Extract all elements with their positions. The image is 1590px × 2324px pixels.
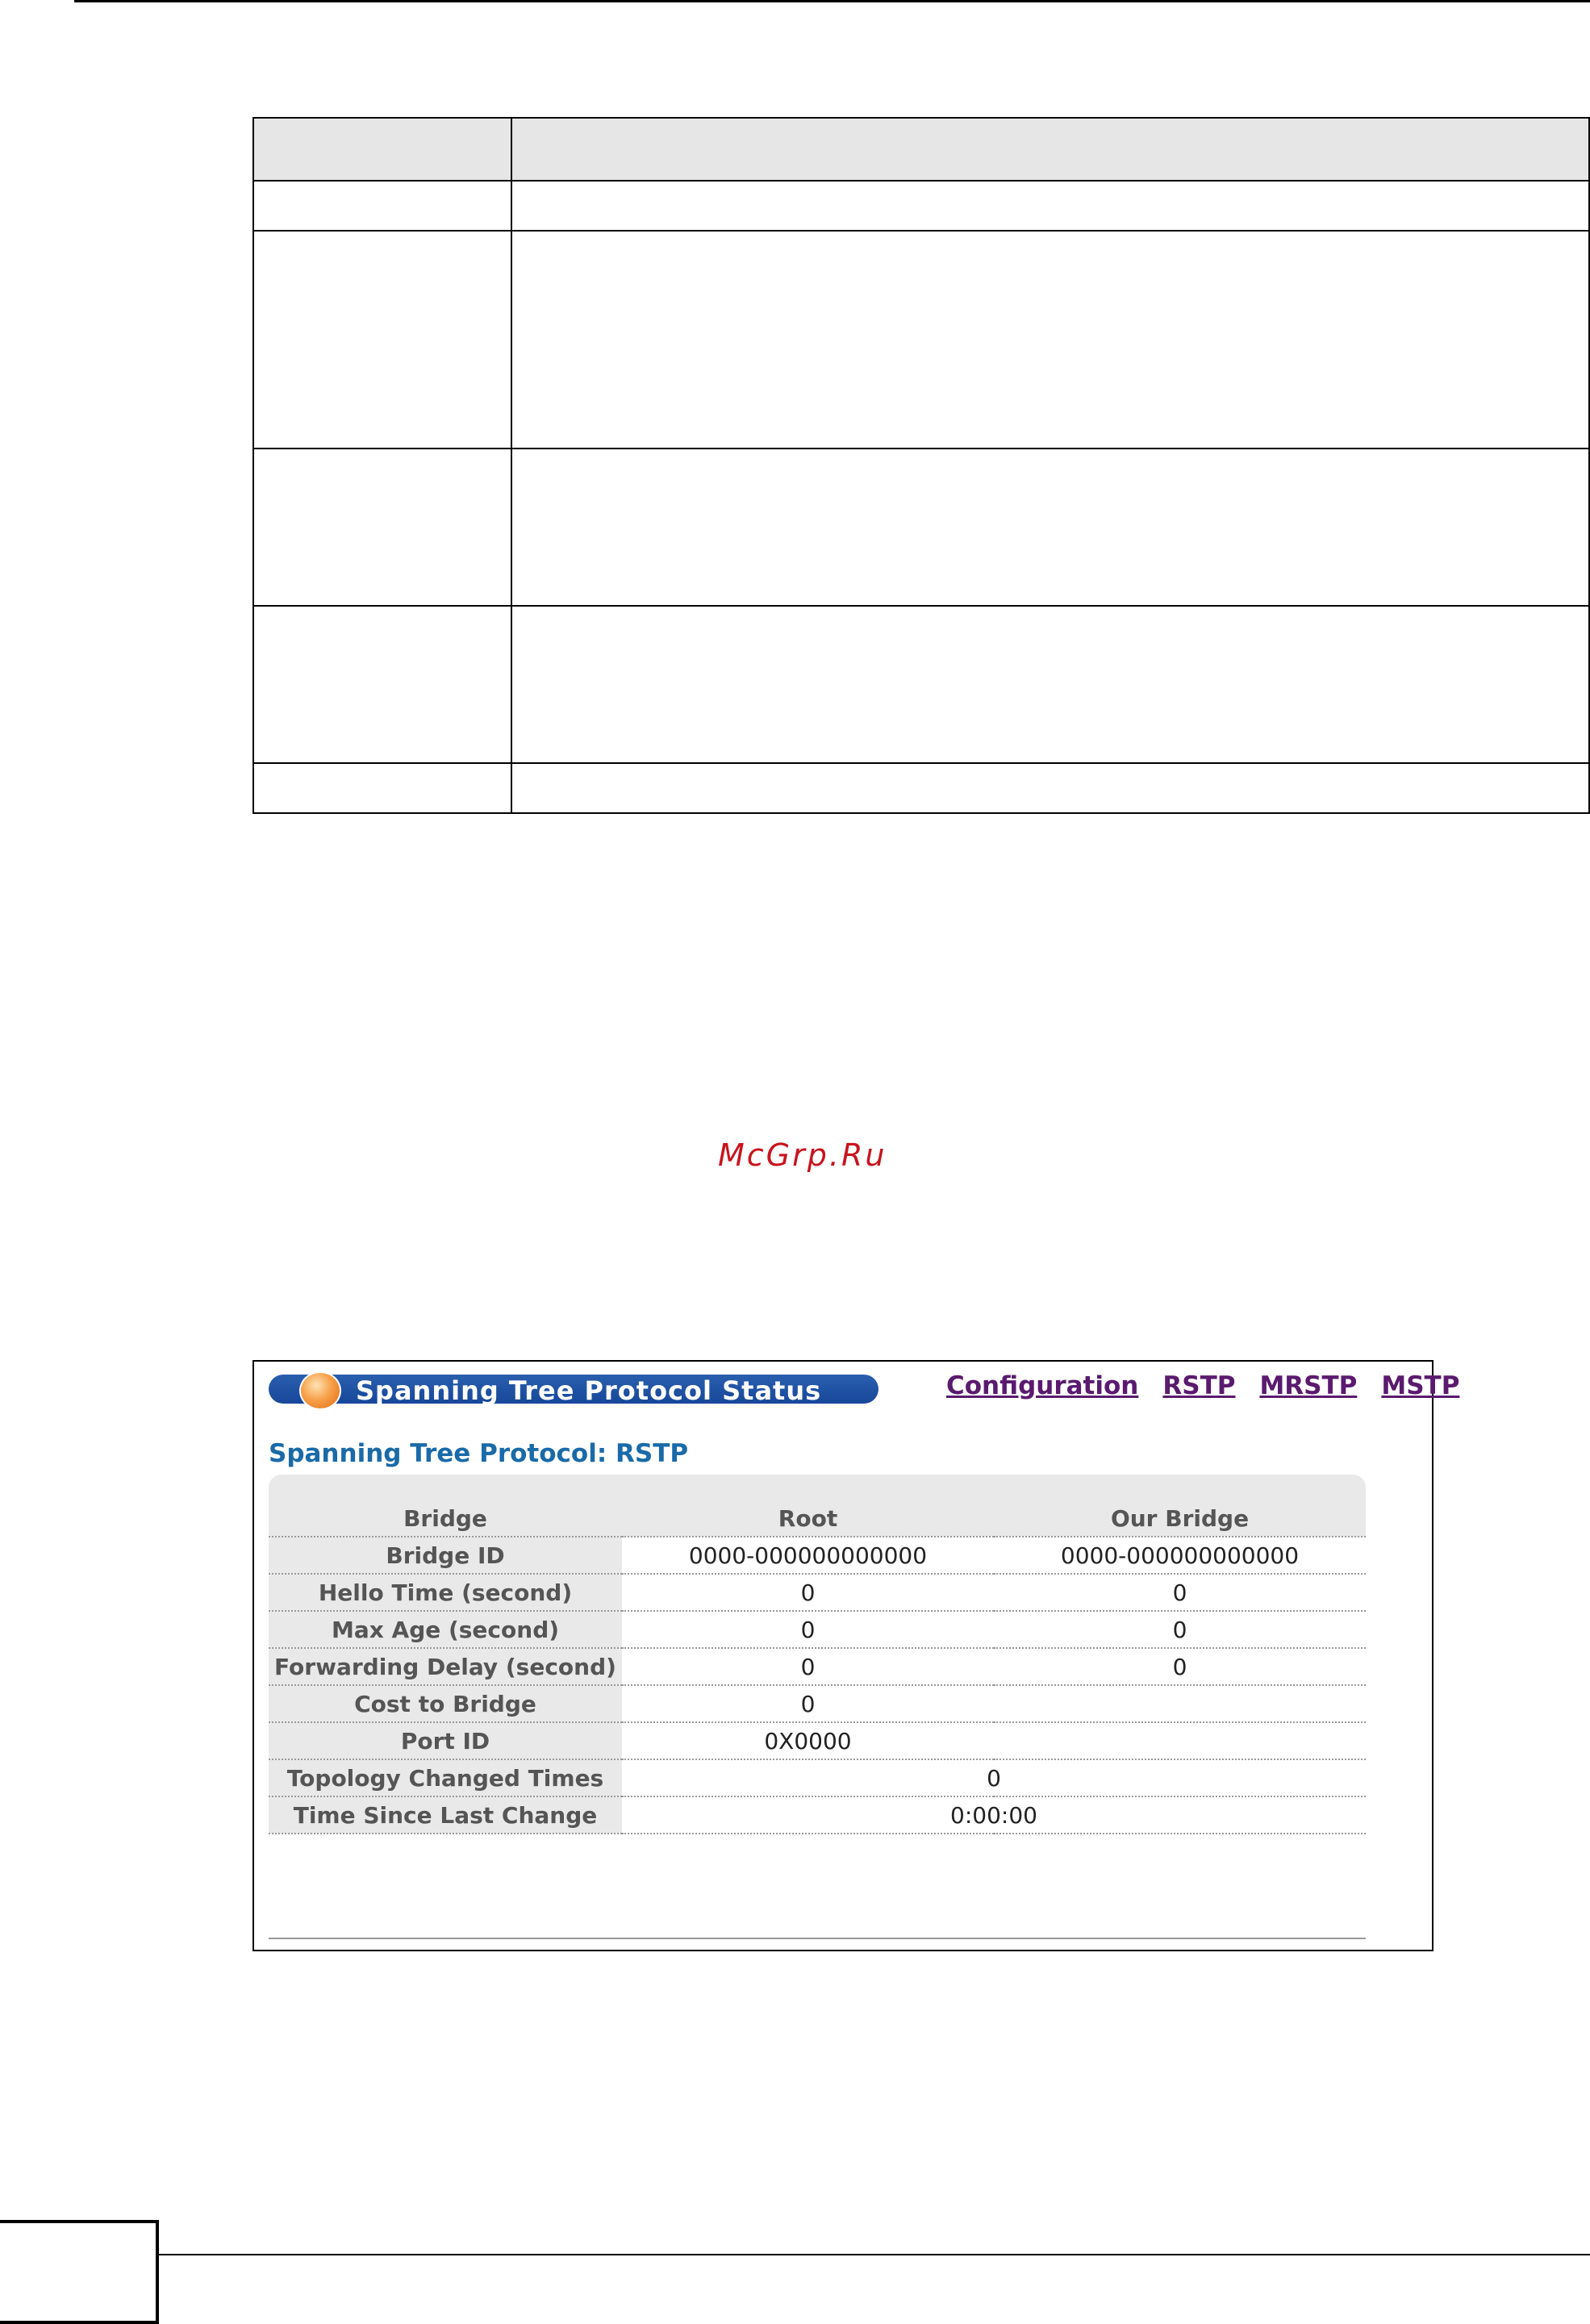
table-row xyxy=(269,1685,1366,1722)
root-value: 0X0000 xyxy=(622,1722,994,1759)
table-row xyxy=(253,181,1589,231)
watermark: McGrp.Ru xyxy=(718,1137,887,1173)
table-row xyxy=(269,1759,1366,1796)
row-label: Hello Time (second) xyxy=(269,1574,622,1611)
title-bar xyxy=(269,1375,878,1404)
configuration-link[interactable]: Configuration xyxy=(946,1371,1139,1400)
panel-title: Spanning Tree Protocol Status xyxy=(356,1375,822,1406)
table-header-row xyxy=(253,118,1589,181)
row-label: Port ID xyxy=(269,1722,622,1759)
stp-status-panel xyxy=(252,1360,1460,1951)
merged-value: 0:00:00 xyxy=(622,1796,1366,1834)
our-bridge-value: 0000-000000000000 xyxy=(994,1537,1366,1574)
table-row xyxy=(269,1611,1366,1648)
page-number-box xyxy=(0,2220,159,2324)
protocol-subtitle: Spanning Tree Protocol: RSTP xyxy=(269,1439,689,1468)
stp-status-table xyxy=(269,1500,1366,1834)
our-bridge-value: 0 xyxy=(994,1611,1366,1648)
rstp-link[interactable]: RSTP xyxy=(1162,1371,1236,1400)
panel-bottom-divider xyxy=(269,1938,1366,1939)
row-label: Time Since Last Change xyxy=(269,1796,622,1834)
table-row xyxy=(269,1722,1366,1759)
table-row xyxy=(269,1796,1366,1834)
root-value: 0 xyxy=(622,1648,994,1685)
mstp-link[interactable]: MSTP xyxy=(1381,1371,1460,1400)
footer-rule xyxy=(159,2254,1590,2255)
our-bridge-value: 0 xyxy=(994,1648,1366,1685)
table-header-row xyxy=(269,1500,1366,1537)
header-bridge: Bridge xyxy=(269,1500,622,1537)
table-row xyxy=(253,231,1589,449)
row-label: Cost to Bridge xyxy=(269,1685,622,1722)
table-row xyxy=(269,1574,1366,1611)
table-row xyxy=(253,606,1589,763)
top-rule xyxy=(74,0,1590,2)
row-label: Topology Changed Times xyxy=(269,1759,622,1796)
our-bridge-value xyxy=(994,1685,1366,1722)
orange-ball-icon xyxy=(299,1371,341,1410)
stp-table-container xyxy=(269,1475,1366,1830)
row-label: Forwarding Delay (second) xyxy=(269,1648,622,1685)
header-our-bridge: Our Bridge xyxy=(994,1500,1366,1537)
our-bridge-value xyxy=(994,1722,1366,1759)
root-value: 0 xyxy=(622,1685,994,1722)
mrstp-link[interactable]: MRSTP xyxy=(1259,1371,1358,1400)
table-row xyxy=(269,1537,1366,1574)
nav-links xyxy=(946,1371,1459,1400)
table-row xyxy=(253,763,1589,813)
table-row xyxy=(269,1648,1366,1685)
table-row xyxy=(253,449,1589,606)
row-label: Bridge ID xyxy=(269,1537,622,1574)
root-value: 0 xyxy=(622,1611,994,1648)
our-bridge-value: 0 xyxy=(994,1574,1366,1611)
description-table xyxy=(252,117,1590,814)
merged-value: 0 xyxy=(622,1759,1366,1796)
root-value: 0000-000000000000 xyxy=(622,1537,994,1574)
root-value: 0 xyxy=(622,1574,994,1611)
header-root: Root xyxy=(622,1500,994,1537)
row-label: Max Age (second) xyxy=(269,1611,622,1648)
